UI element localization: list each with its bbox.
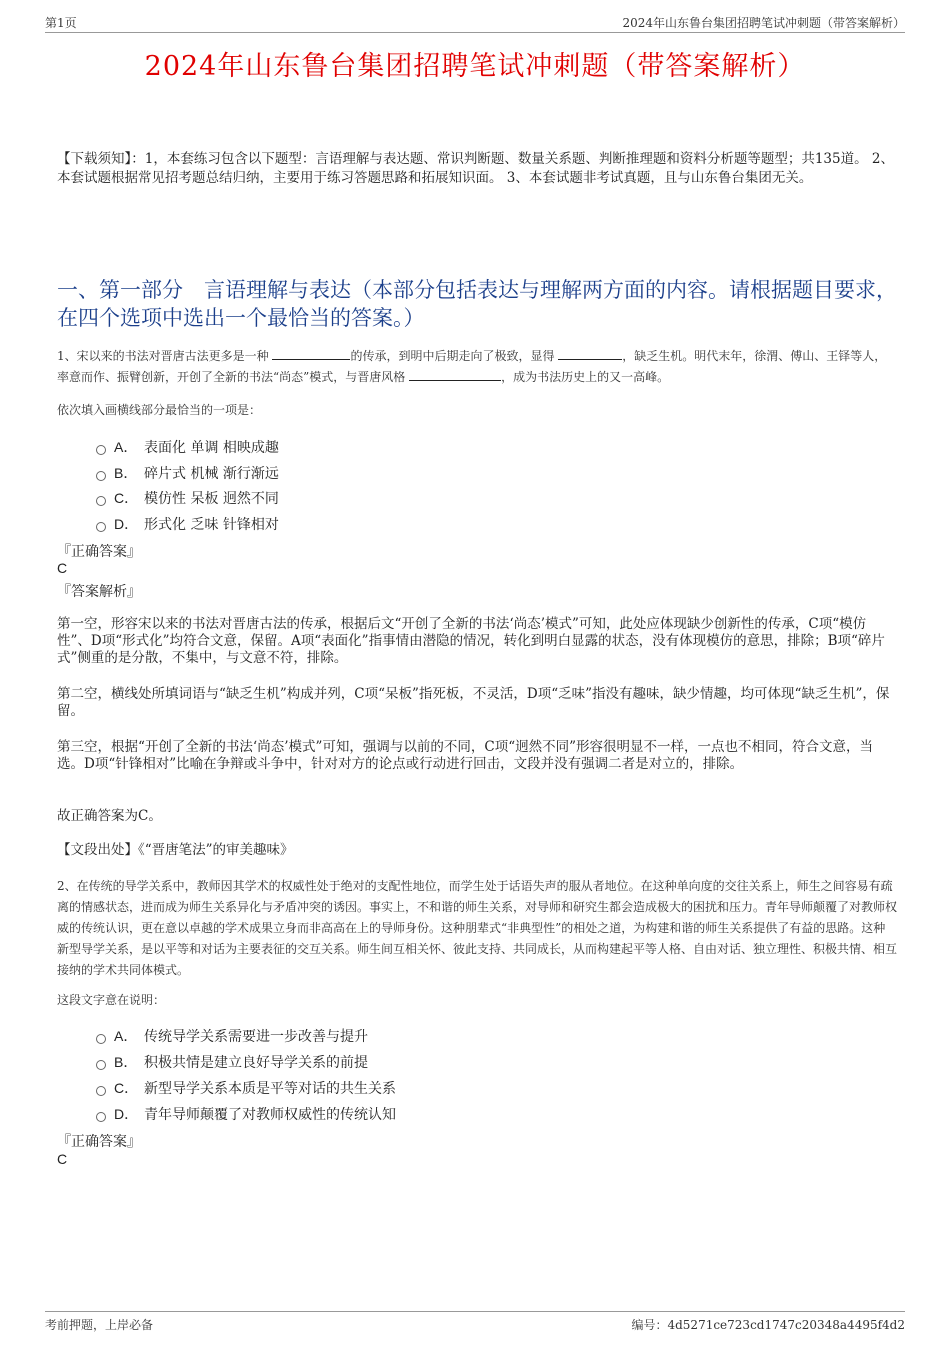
question-1-text: 1、宋以来的书法对晋唐古法更多是一种 的传承，到明中后期走向了极致，显得 ，缺乏生机。明代末年，徐渭、傅山、王铎等人，率意而作、振臂创新，开创了全新的书法“尚态”模式，与晋唐风格 ，成为书法历史上的又一高峰。: [57, 349, 887, 384]
answer-label: 『正确答案』: [57, 544, 141, 560]
option-d[interactable]: D． 形式化 乏味 针锋相对: [96, 514, 279, 534]
option-b[interactable]: B． 积极共情是建立良好导学关系的前提: [96, 1052, 368, 1072]
option-c[interactable]: C． 模仿性 呆板 迥然不同: [96, 488, 279, 508]
footer-slogan: 考前押题，上岸必备: [45, 1318, 154, 1332]
analysis-conclusion: 故正确答案为C。: [57, 808, 162, 824]
radio-icon[interactable]: [96, 1060, 106, 1070]
section-heading: 一、第一部分 言语理解与表达（本部分包括表达与理解两方面的内容。请根据题目要求，在四个选项中选出一个最恰当的答案。）: [57, 278, 897, 330]
question-2-text: 2、在传统的导学关系中，教师因其学术的权威性处于绝对的支配性地位，而学生处于话语失声的服从者地位。在这种单向度的交往关系上，师生之间容易有疏离的情感状态，进而成为师生关系异化与矛盾冲突的诱因。事实上，不和谐的师生关系，对导师和研究生都会造成极大的困扰和压力。青年导师颠覆了对教师权威的传统认识，更在意以卓越的学术成果立身而非高高在上的导师身份。这种朋辈式“非典型性”的相处之道，为构建和谐的师生关系提供了有益的思路。这种新型导学关系，是以平等和对话为主要表征的交互关系。师生间互相关怀、彼此支持、共同成长，从而构建起平等人格、自由对话、独立理性、积极共情、相互接纳的学术共同体模式。: [57, 879, 898, 977]
option-c[interactable]: C． 新型导学关系本质是平等对话的共生关系: [96, 1078, 396, 1098]
answer-value: C: [57, 1151, 68, 1167]
question-2-prompt: 这段文字意在说明：: [57, 993, 166, 1007]
blank-1: [272, 347, 350, 360]
radio-icon[interactable]: [96, 1112, 106, 1122]
download-notice: 【下载须知】：1，本套练习包含以下题型：言语理解与表达题、常识判断题、数量关系题、判断推理题和资料分析题等题型；共135道。 2、本套试题根据常见招考题总结归纳，主要用于练习答题思路和拓展知识面。 3、本套试题非考试真题，且与山东鲁台集团无关。: [57, 151, 894, 186]
analysis-paragraph: 第二空，横线处所填词语与“缺乏生机”构成并列，C项“呆板”指死板，不灵活，D项“乏味”指没有趣味，缺少情趣，均可体现“缺乏生机”，保留。: [57, 686, 890, 719]
page-footer: [45, 1311, 905, 1336]
header-doc-title: 2024年山东鲁台集团招聘笔试冲刺题（带答案解析）: [622, 16, 905, 30]
analysis-label: 『答案解析』: [57, 584, 141, 600]
analysis-paragraph: 第一空，形容宋以来的书法对晋唐古法的传承，根据后文“开创了全新的书法‘尚态’模式”可知，此处应体现缺少创新性的传承，C项“模仿性”、D项“形式化”均符合文意，保留。A项“表面化”指事情由潜隐的情况，转化到明白显露的状态，没有体现模仿的意思，排除；B项“碎片式”侧重的是分散，不集中，与文意不符，排除。: [57, 616, 885, 666]
blank-2: [558, 347, 622, 360]
radio-icon[interactable]: [96, 471, 106, 481]
option-a[interactable]: A． 表面化 单调 相映成趣: [96, 437, 279, 457]
analysis-paragraph: 第三空，根据“开创了全新的书法‘尚态’模式”可知，强调与以前的不同，C项“迥然不同”形容很明显不一样，一点也不相同，符合文意，当选。D项“针锋相对”比喻在争辩或斗争中，针对对方的论点或行动进行回击，文段并没有强调二者是对立的，排除。: [57, 739, 874, 772]
answer-label: 『正确答案』: [57, 1134, 141, 1150]
answer-value: C: [57, 560, 68, 576]
blank-3: [409, 368, 501, 381]
question-1-prompt: 依次填入画横线部分最恰当的一项是：: [57, 403, 262, 417]
option-d[interactable]: D． 青年导师颠覆了对教师权威性的传统认知: [96, 1104, 396, 1124]
document-title: 2024年山东鲁台集团招聘笔试冲刺题（带答案解析）: [144, 51, 806, 82]
radio-icon[interactable]: [96, 522, 106, 532]
footer-doc-id: 编号：4d5271ce723cd1747c20348a4495f4d2: [631, 1318, 905, 1332]
option-b[interactable]: B． 碎片式 机械 渐行渐远: [96, 463, 279, 483]
page-number: 第1页: [45, 16, 77, 30]
source-note: 【文段出处】《“晋唐笔法”的审美趣味》: [57, 842, 294, 858]
radio-icon[interactable]: [96, 1086, 106, 1096]
radio-icon[interactable]: [96, 496, 106, 506]
option-a[interactable]: A． 传统导学关系需要进一步改善与提升: [96, 1026, 368, 1046]
page-header: [45, 12, 905, 33]
radio-icon[interactable]: [96, 445, 106, 455]
radio-icon[interactable]: [96, 1034, 106, 1044]
